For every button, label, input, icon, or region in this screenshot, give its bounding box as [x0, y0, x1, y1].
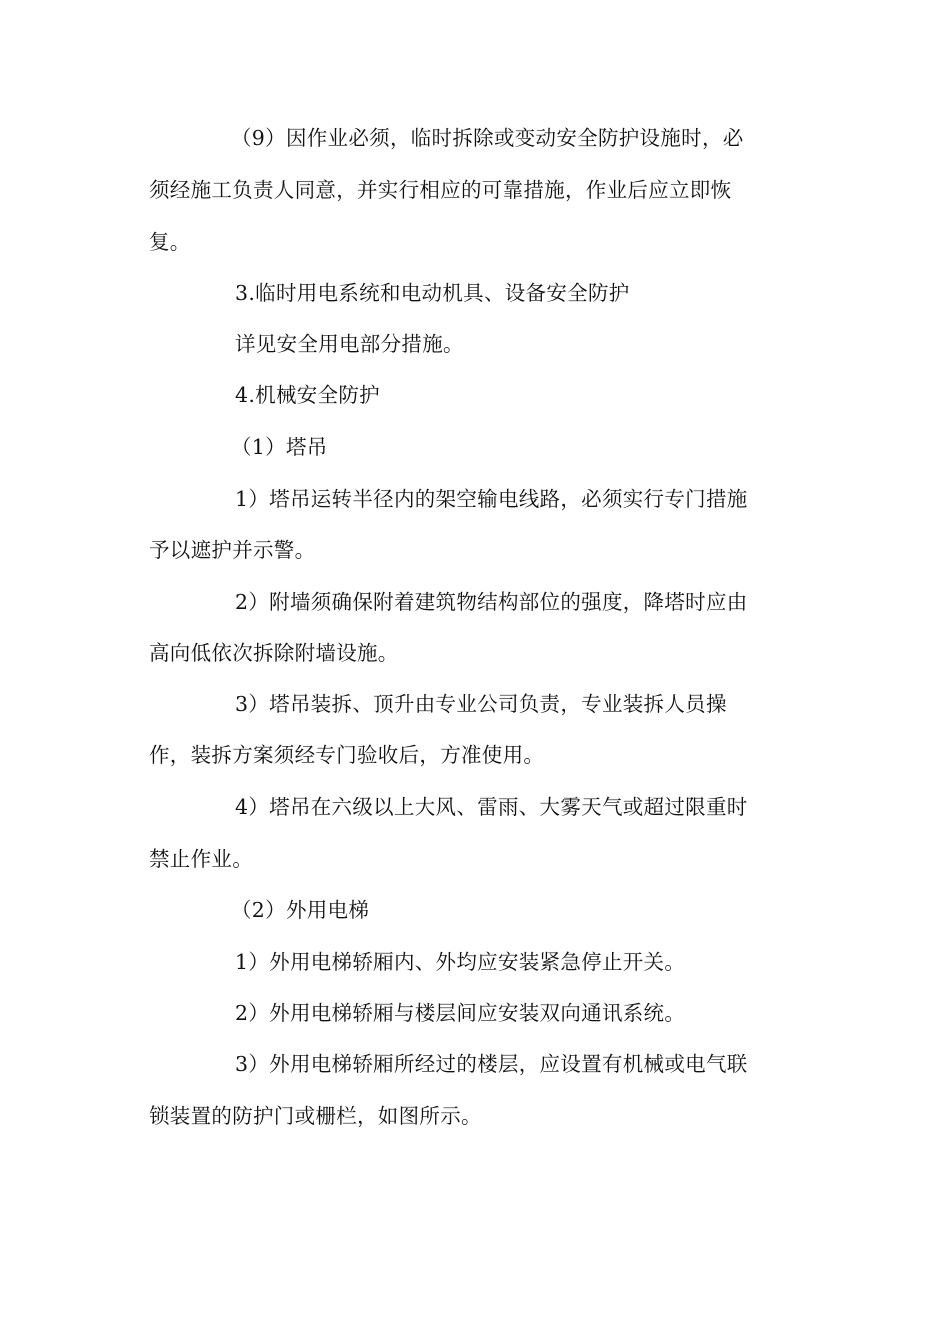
paragraph-line: 锁装置的防护门或栅栏，如图所示。	[149, 1104, 482, 1128]
paragraph-line: 复。	[149, 230, 191, 254]
paragraph-line: 3）塔吊装拆、顶升由专业公司负责，专业装拆人员操	[235, 692, 727, 716]
paragraph-line: 须经施工负责人同意，并实行相应的可靠措施，作业后应立即恢	[149, 178, 732, 202]
paragraph-line: 禁止作业。	[149, 847, 253, 871]
paragraph-line: 予以遮护并示警。	[149, 538, 316, 562]
section-heading: 4.机械安全防护	[235, 383, 380, 407]
paragraph-line: 1）塔吊运转半径内的架空输电线路，必须实行专门措施	[235, 487, 748, 511]
paragraph-line: 4）塔吊在六级以上大风、雷雨、大雾天气或超过限重时	[235, 795, 748, 819]
subsection-heading: （1）塔吊	[231, 435, 328, 459]
paragraph-line: 详见安全用电部分措施。	[235, 332, 464, 356]
section-heading: 3.临时用电系统和电动机具、设备安全防护	[235, 281, 630, 305]
paragraph-line: （9）因作业必须，临时拆除或变动安全防护设施时，必	[231, 126, 744, 150]
paragraph-line: 1）外用电梯轿厢内、外均应安装紧急停止开关。	[235, 950, 686, 974]
paragraph-line: 作，装拆方案须经专门验收后，方准使用。	[149, 743, 545, 767]
paragraph-line: 3）外用电梯轿厢所经过的楼层，应设置有机械或电气联	[235, 1052, 748, 1076]
subsection-heading: （2）外用电梯	[231, 898, 370, 922]
paragraph-line: 高向低依次拆除附墙设施。	[149, 641, 399, 665]
paragraph-line: 2）附墙须确保附着建筑物结构部位的强度，降塔时应由	[235, 590, 748, 614]
paragraph-line: 2）外用电梯轿厢与楼层间应安装双向通讯系统。	[235, 1001, 686, 1025]
